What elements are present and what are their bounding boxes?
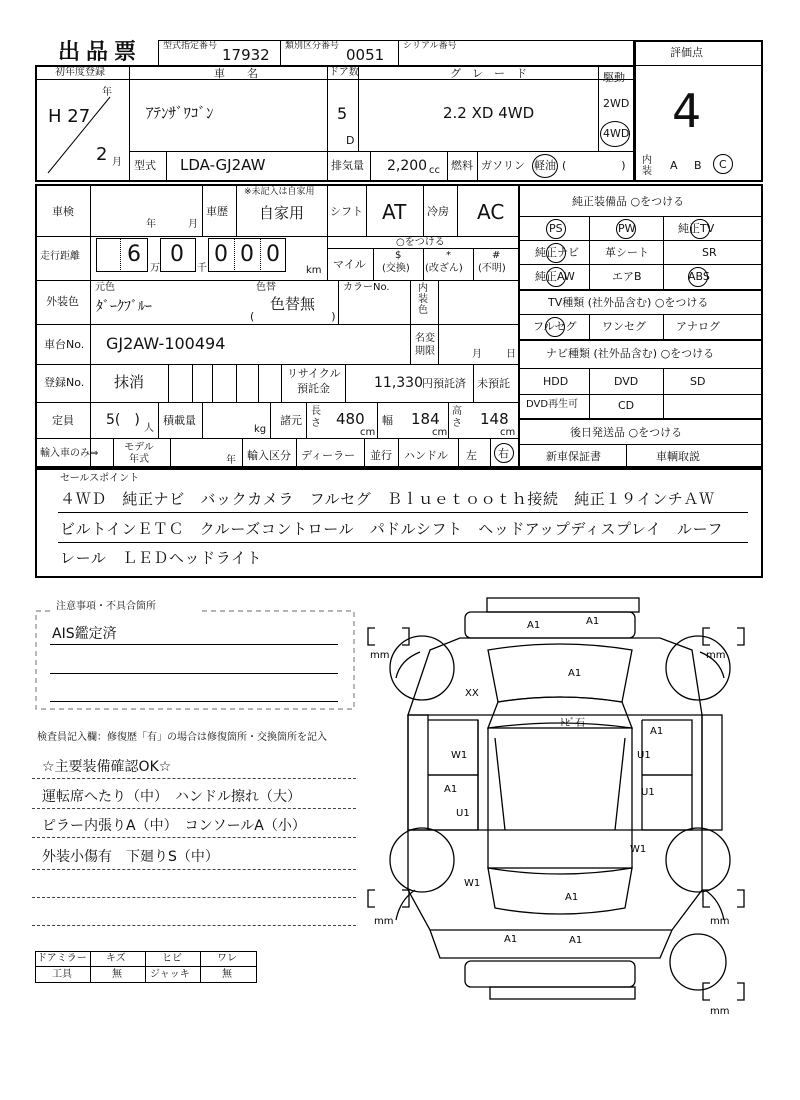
doors-label: ドア数: [329, 67, 359, 78]
tv-fullseg: フルセグ: [533, 320, 577, 333]
navi-dvd: DVD: [614, 375, 639, 388]
inspection-month-unit: 月: [188, 219, 198, 230]
grade-label: グ レ ー ド: [450, 67, 527, 80]
inspector-label: 検査員記入欄：修復歴「有」の場合は修復箇所・交換箇所を記入: [37, 732, 327, 743]
car-name: ｱﾃﾝｻﾞﾜｺﾞﾝ: [146, 104, 214, 122]
ac: AC: [477, 200, 505, 224]
displacement-unit: cc: [429, 165, 440, 176]
mile-option: マイル: [333, 258, 366, 271]
sales-line-2: ビルトインＥＴＣ クルーズコントロール パドルシフト ヘッドアップディスプレイ ルーフ: [60, 520, 724, 538]
mileage-digit-3: 0: [214, 242, 228, 267]
mark-rear-bumper-l: A1: [504, 934, 518, 945]
parallel-option: 並行: [370, 449, 392, 462]
interior-label: 内装: [642, 155, 652, 177]
later-title: 後日発送品 ○をつける: [570, 426, 683, 439]
acc-crack: ヒビ: [162, 953, 182, 964]
sen-unit: 千: [197, 263, 207, 274]
mark-rear-bumper-r: A1: [569, 935, 583, 946]
capacity-label: 定員: [52, 414, 74, 427]
acc-jack-value: 無: [222, 969, 232, 980]
import-label: 輸入車のみ⇒: [40, 448, 99, 459]
length-label: 長さ: [311, 406, 321, 429]
model-code-label: 型式指定番号: [163, 41, 218, 51]
mark-front-door-l: W1: [451, 750, 468, 761]
type-label: 型式: [134, 159, 156, 172]
model-code: 17932: [222, 46, 270, 64]
mileage-digit-5: 0: [266, 242, 280, 267]
repaint-paren: ( ): [250, 310, 336, 323]
name-change-label: 名変期限: [415, 333, 435, 357]
month-unit: 月: [112, 157, 122, 168]
mm-label-spare: mm: [710, 1006, 730, 1017]
equip-aw: 純正AW: [535, 270, 575, 283]
mark-rear-door-r: U1: [641, 787, 655, 798]
navi-title: ナビ種類 (社外品含む) ○をつける: [546, 347, 715, 360]
fuel-gasoline: ガソリン: [481, 159, 525, 172]
mark-note: ○をつける: [396, 237, 445, 248]
history-note: ※未記入は自家用: [244, 187, 315, 197]
mark-trunk: A1: [565, 892, 579, 903]
interior-c: C: [719, 158, 727, 171]
width: 184: [411, 410, 440, 428]
equip-abs: ABS: [688, 270, 710, 283]
doors-suffix: D: [346, 134, 355, 147]
man-unit: 万: [150, 263, 160, 274]
dollar-mark: $: [395, 250, 402, 261]
original-color-label: 元色: [95, 282, 115, 293]
mileage-digit-1: 6: [127, 242, 141, 267]
registration-label: 登録No.: [44, 376, 85, 389]
mark-rear-door-l-u: U1: [456, 808, 470, 819]
displacement-label: 排気量: [331, 159, 364, 172]
equipment-title: 純正装備品 ○をつける: [572, 195, 685, 208]
mileage-digit-4: 0: [240, 242, 254, 267]
acc-scratch: キズ: [106, 953, 126, 964]
equip-ps: PS: [549, 222, 563, 235]
sales-line-3: レール ＬＥＤヘッドライト: [60, 549, 263, 567]
equip-airbag: エアB: [612, 270, 642, 283]
mm-label-rl: mm: [374, 916, 394, 927]
inspector-line-4: 外装小傷有 下廻りS（中）: [42, 849, 219, 865]
tv-title: TV種類 (社外品含む) ○をつける: [548, 296, 709, 309]
color-label: 外装色: [46, 295, 79, 308]
chassis-label: 車台No.: [44, 338, 85, 351]
tampered-option: (改ざん): [425, 263, 463, 274]
navi-cd: CD: [618, 399, 635, 412]
navi-hdd: HDD: [543, 375, 569, 388]
height-unit: cm: [500, 427, 516, 438]
recycle-status: 円預託済: [422, 377, 466, 390]
mm-label-rr: mm: [710, 916, 730, 927]
first-reg-month: 2: [96, 144, 108, 165]
car-name-label: 車 名: [214, 67, 258, 80]
person-unit: 人: [144, 423, 154, 434]
score-value: 4: [672, 84, 702, 138]
acc-tools-value: 無: [112, 969, 122, 980]
mark-rear-door-l-a: A1: [444, 784, 458, 795]
name-change-day: 日: [506, 349, 516, 360]
shift: AT: [382, 200, 407, 224]
mark-quarter-l: W1: [464, 878, 481, 889]
star-mark: *: [446, 250, 451, 261]
first-reg-label: 初年度登録: [55, 67, 105, 78]
acc-jack: ジャッキ: [150, 969, 190, 980]
notes-label: 注意事項・不具合箇所: [56, 601, 156, 612]
doors: 5: [337, 104, 348, 123]
class-code: 0051: [346, 46, 385, 64]
mark-front-bumper-l: A1: [527, 620, 541, 631]
width-unit: cm: [432, 427, 448, 438]
recycle-unpaid: 未預託: [477, 377, 510, 390]
interior-b: B: [694, 159, 702, 172]
mileage-label: 走行距離: [40, 251, 80, 262]
history: 自家用: [259, 204, 305, 222]
unknown-option: (不明): [478, 263, 506, 274]
mark-quarter-r: W1: [630, 844, 647, 855]
repaint-label: 色替: [256, 282, 276, 293]
navi-sd: SD: [690, 375, 706, 388]
navi-dvd-play: DVD再生可: [526, 399, 579, 410]
fuel-diesel: 軽油: [534, 159, 556, 172]
inspector-line-3: ピラー内張りA（中） コンソールA（小）: [42, 818, 306, 834]
class-code-label: 類別区分番号: [285, 41, 340, 51]
original-color: ﾀﾞｰｸﾌﾞﾙｰ: [96, 299, 152, 315]
fuel-other: ( ): [562, 159, 626, 172]
notes-frame: [32, 605, 362, 715]
drive-2wd: 2WD: [603, 97, 630, 110]
hash-mark: #: [492, 250, 501, 261]
interior-color-label: 内装色: [418, 283, 428, 316]
notes-text: AIS鑑定済: [52, 626, 117, 642]
form-title: 出品票: [58, 40, 143, 65]
recycle-label-2: 預託金: [297, 382, 330, 395]
later-warranty: 新車保証書: [546, 450, 601, 463]
drive-4wd: 4WD: [603, 127, 630, 140]
height: 148: [480, 410, 509, 428]
mark-fender-l: XX: [465, 688, 479, 699]
year-unit: 年: [102, 87, 112, 98]
mark-hood: A1: [568, 668, 582, 679]
capacity: 5( ): [106, 412, 140, 428]
dealer-option: ディーラー: [301, 449, 356, 462]
equip-tv: 純正TV: [678, 222, 715, 235]
equip-pw: PW: [618, 222, 636, 235]
drive-label: 駆動: [603, 71, 625, 84]
inspection-year-unit: 年: [146, 219, 156, 230]
inspector-line-1: ☆主要装備確認OK☆: [42, 759, 172, 775]
load-label: 積載量: [163, 414, 196, 427]
recycle-amount: 11,330: [374, 375, 423, 391]
history-label: 車歴: [206, 205, 228, 218]
fuel-label: 燃料: [451, 159, 473, 172]
handle-left: 左: [466, 449, 477, 462]
sales-line-1: ４ＷＤ 純正ナビ バックカメラ フルセグ Ｂｌｕｅｔｏｏｔｈ接続 純正１９インチＡＷ: [60, 490, 715, 508]
mm-label-fl: mm: [370, 650, 390, 661]
repaint: 色替無: [270, 295, 316, 313]
mark-front-door-r: U1: [637, 750, 651, 761]
handle-label: ハンドル: [404, 449, 448, 462]
registration: 抹消: [114, 373, 145, 391]
mark-pillar-r: A1: [650, 726, 664, 737]
car-damage-diagram: [360, 590, 780, 1020]
acc-tools: 工具: [52, 969, 72, 980]
mark-front-bumper-r: A1: [586, 616, 600, 627]
serial-label: シリアル番号: [403, 41, 457, 51]
color-no-label: カラーNo.: [343, 282, 390, 293]
equip-navi: 純正ナビ: [535, 246, 579, 259]
import-class-label: 輸入区分: [247, 449, 291, 462]
grade: 2.2 XD 4WD: [443, 104, 535, 122]
height-label: 高さ: [452, 406, 462, 429]
equip-sr: SR: [702, 246, 717, 259]
sales-points-label: セールスポイント: [60, 473, 140, 484]
inspector-line-2: 運転席へたり（中） ハンドル擦れ（大）: [42, 789, 301, 805]
handle-right: 右: [498, 447, 509, 460]
km-unit: km: [306, 265, 322, 276]
length-unit: cm: [360, 427, 376, 438]
name-change-month: 月: [472, 349, 482, 360]
mark-windshield: ﾄﾋﾞ石: [560, 718, 585, 729]
kg-unit: kg: [254, 424, 267, 435]
length: 480: [336, 410, 365, 428]
type-value: LDA-GJ2AW: [180, 156, 266, 174]
exchange-option: (交換): [382, 263, 410, 274]
inspection-label: 車検: [52, 205, 74, 218]
tv-oneseg: ワンセグ: [602, 320, 646, 333]
score-label: 評価点: [670, 46, 703, 59]
ac-label: 冷房: [427, 205, 449, 218]
tv-analog: アナログ: [676, 320, 720, 333]
mm-label-fr: mm: [706, 650, 726, 661]
equip-leather: 革シート: [605, 246, 649, 259]
dimensions-label: 諸元: [280, 414, 302, 427]
interior-a: A: [670, 159, 678, 172]
mileage-digit-2: 0: [170, 242, 184, 267]
later-manual: 車輌取説: [656, 450, 700, 463]
recycle-label-1: リサイクル: [287, 367, 341, 380]
first-reg-year: H 27: [48, 106, 91, 127]
width-label: 幅: [382, 414, 393, 427]
acc-door-mirror: ドアミラー: [37, 953, 87, 964]
model-year-label: モデル年式: [124, 442, 154, 465]
chassis-number: GJ2AW-100494: [106, 334, 226, 353]
shift-label: シフト: [330, 205, 363, 218]
displacement: 2,200: [387, 158, 428, 174]
model-year-unit: 年: [226, 455, 236, 466]
acc-break: ワレ: [217, 953, 237, 964]
